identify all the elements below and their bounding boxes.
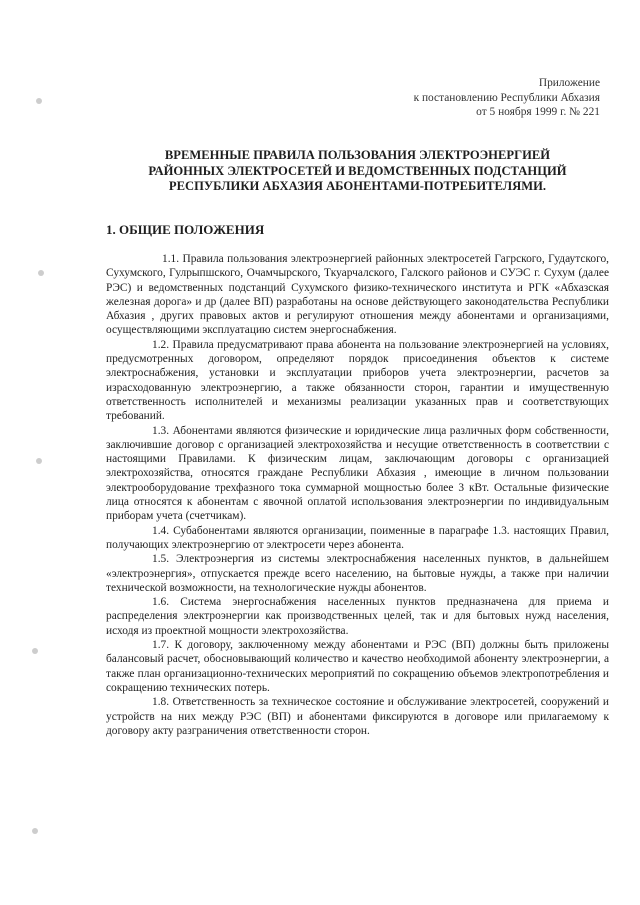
appendix-note bbox=[240, 76, 600, 120]
section-body bbox=[106, 252, 609, 738]
appendix-line-2: к постановлению Республики Абхазия bbox=[413, 91, 600, 104]
scan-speck bbox=[38, 270, 44, 276]
paragraph-1-5: 1.5. Электроэнергия из системы электроснабжения населенных пунктов, в дальнейшем «электроэнергия», отпускается прежде всего населению, на бытовые нужды, а также при наличии технической возможности, на технологические нужды абонентов. bbox=[106, 553, 609, 594]
appendix-line-1: Приложение bbox=[538, 77, 600, 89]
title-line-2: РАЙОННЫХ ЭЛЕКТРОСЕТЕЙ И ВЕДОМСТВЕННЫХ ПОДСТАНЦИЙ bbox=[148, 163, 567, 178]
section-heading: 1. ОБЩИЕ ПОЛОЖЕНИЯ bbox=[106, 222, 265, 237]
title-line-1: ВРЕМЕННЫЕ ПРАВИЛА ПОЛЬЗОВАНИЯ ЭЛЕКТРОЭНЕРГИЕЙ bbox=[164, 148, 551, 162]
scan-speck bbox=[36, 98, 42, 104]
paragraph-1-3: 1.3. Абонентами являются физические и юридические лица различных форм собственности, заключившие договор с организацией электрохозяйства и несущие ответственность в соответствии с настоящими Правилами. К физическим лицам, заключающим договоры с организацией электрохозяйства, относятся граждане Республики Абхазия , имеющие в личном пользовании электрооборудование трехфазного тока суммарной мощностью более 3 кВт. Остальные физические лица относятся к абонентам с явочной оплатой использования электроэнергии по индивидуальным приборам учета (счетчикам). bbox=[106, 424, 609, 523]
scan-speck bbox=[32, 648, 38, 654]
scan-speck bbox=[32, 828, 38, 834]
document-title bbox=[100, 148, 615, 195]
appendix-line-3: от 5 ноября 1999 г. № 221 bbox=[476, 106, 600, 118]
paragraph-1-6: 1.6. Система энергоснабжения населенных пунктов предназначена для приема и распределения электроэнергии как производственных целей, так и для бытовых нужд населения, исходя из проектной мощности электрохозяйства. bbox=[106, 596, 609, 637]
paragraph-1-7: 1.7. К договору, заключенному между абонентами и РЭС (ВП) должны быть приложены балансовый расчет, обосновывающий количество и качество необходимой абоненту электроэнергии, а также план организационно-технических мероприятий по сокращению объемов электропотребления и сокращению технических потерь. bbox=[106, 639, 609, 694]
scan-speck bbox=[36, 458, 42, 464]
title-line-3: РЕСПУБЛИКИ АБХАЗИЯ АБОНЕНТАМИ-ПОТРЕБИТЕЛЯМИ. bbox=[168, 179, 547, 193]
paragraph-1-2: 1.2. Правила предусматривают права абонента на пользование электроэнергией на условиях, предусмотренных договором, определяют порядок присоединения объектов к системе электроснабжения, установки и эксплуатации приборов учета электроэнергии, расчетов за израсходованную электроэнергию, а также обязанности сторон, гарантии и имущественную ответственность исполнителей и механизмы реализации указанных прав и соответствующих требований. bbox=[106, 338, 609, 423]
paragraph-1-8: 1.8. Ответственность за техническое состояние и обслуживание электросетей, сооружений и устройств на них между РЭС (ВП) и абонентами фиксируются в договоре или прилагаемому к договору акту разграничения ответственности сторон. bbox=[106, 696, 609, 737]
paragraph-1-1: 1.1. Правила пользования электроэнергией районных электросетей Гагрского, Гудаутского, Сухумского, Гулрыпшского, Очамчырского, Ткуарчалского, Галского районов и СУЭС г. Сухум (далее РЭС) и ведомственных подстанций Сухумского физико-технического института и РГК «Абхазская железная дорога» и др (далее ВП) разработаны на основе действующего законодательства Республики Абхазия , других правовых актов и регулируют отношения между абонентами и организациями, осуществляющими эксплуатацию систем энергоснабжения. bbox=[106, 253, 609, 337]
paragraph-1-4: 1.4. Субабонентами являются организации, поименные в параграфе 1.3. настоящих Правил, получающих электроэнергию от электросети через абонента. bbox=[106, 524, 609, 551]
